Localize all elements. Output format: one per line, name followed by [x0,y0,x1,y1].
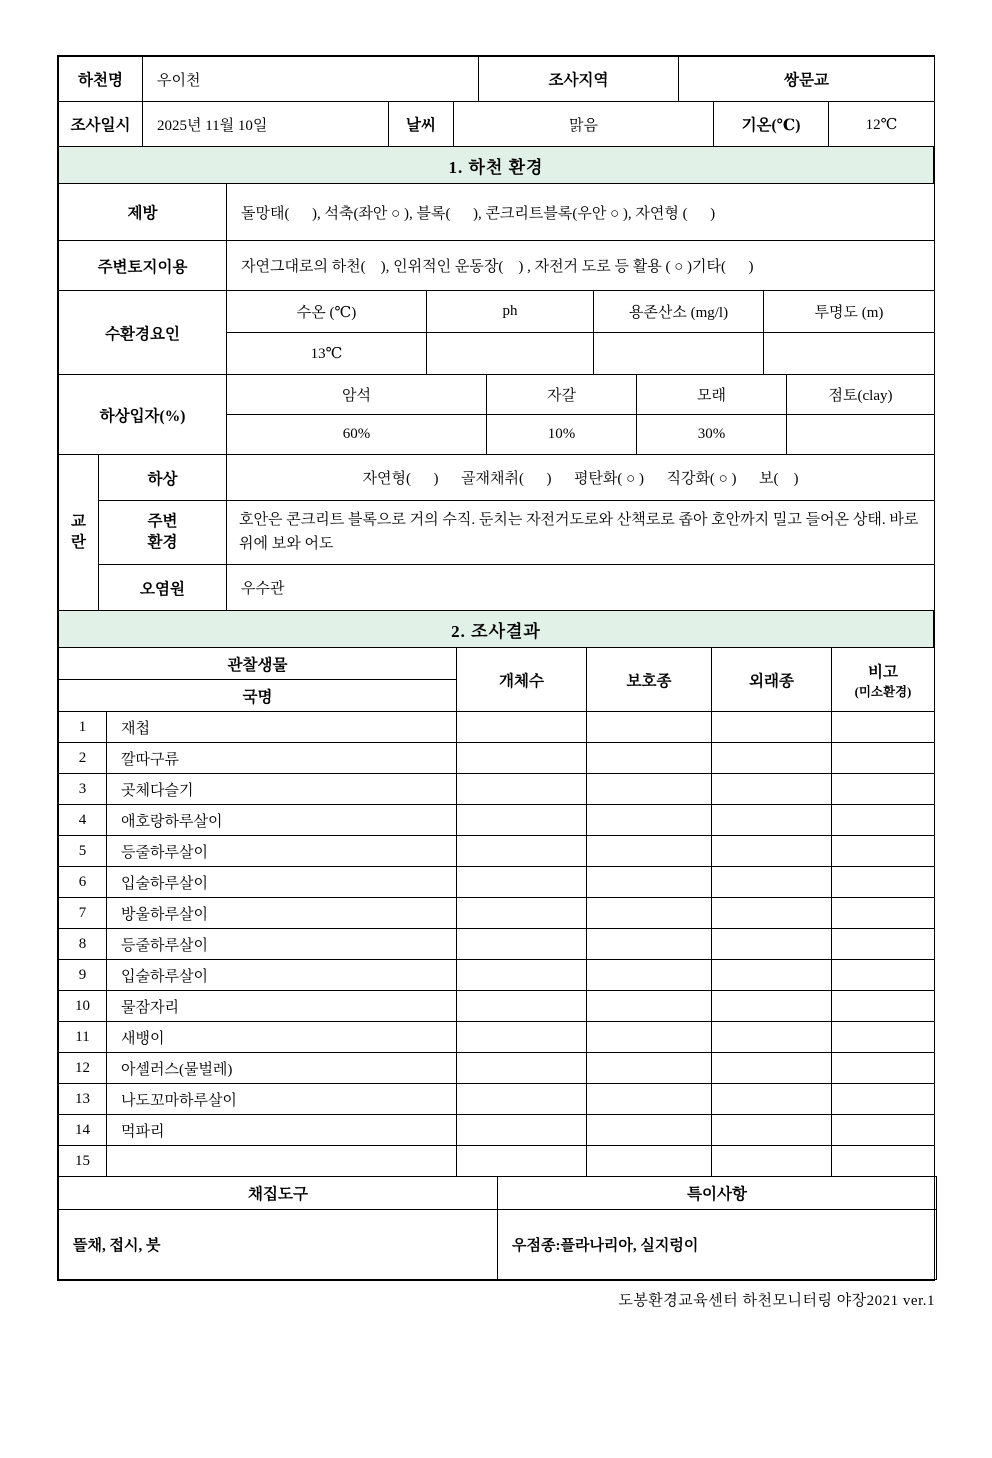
alien-cell [712,712,832,743]
protected-cell [587,1115,712,1146]
survey-region-label: 조사지역 [479,57,679,102]
species-name: 물잠자리 [107,991,457,1022]
disturbance-surround-value: 호안은 콘크리트 블록으로 거의 수직. 둔치는 자전거도로와 산책로로 좁아 호안까지 밀고 들어온 상태. 바로 위에 보와 어도 [227,501,935,565]
alien-cell [712,836,832,867]
species-name: 아셀러스(물벌레) [107,1053,457,1084]
row-number: 5 [59,836,107,867]
count-cell [457,1146,587,1177]
row-number: 4 [59,805,107,836]
weather-label: 날씨 [389,102,454,147]
table-row [59,1084,935,1115]
survey-date-label: 조사일시 [59,102,143,147]
row-number: 11 [59,1022,107,1053]
count-cell [457,960,587,991]
alien-cell [712,898,832,929]
gravel-header: 자갈 [487,375,637,415]
dissolved-oxygen-header: 용존산소 (mg/l) [594,291,764,333]
observed-species-header: 관찰생물 [59,648,457,680]
table-row [59,1053,935,1084]
species-name: 곳체다슬기 [107,774,457,805]
protected-cell [587,898,712,929]
clay-value [787,415,935,455]
clarity-header: 투명도 (m) [764,291,935,333]
species-name: 새뱅이 [107,1022,457,1053]
water-temp-value: 13℃ [227,333,427,375]
species-name: 입술하루살이 [107,867,457,898]
remark-cell [832,1084,935,1115]
ph-header: ph [427,291,594,333]
survey-date-value: 2025년 11월 10일 [143,102,389,147]
special-notes-value: 우점종:플라나리아, 실지렁이 [498,1210,937,1280]
disturbance-surround-label-line2: 환경 [147,533,178,551]
count-header: 개체수 [457,648,587,712]
collection-tools-label: 채집도구 [59,1177,498,1210]
count-cell [457,712,587,743]
landuse-label: 주변토지이용 [59,241,227,291]
footer-table [58,1176,937,1280]
water-env-label: 수환경요인 [59,291,227,375]
table-row [59,774,935,805]
protected-cell [587,1084,712,1115]
table-row [59,712,935,743]
remark-cell [832,960,935,991]
count-cell [457,1115,587,1146]
protected-cell [587,867,712,898]
protected-species-header: 보호종 [587,648,712,712]
table-row [59,1115,935,1146]
disturbance-table [58,454,935,611]
weather-value: 맑음 [454,102,714,147]
bed-particle-label: 하상입자(%) [59,375,227,455]
species-name: 방울하루살이 [107,898,457,929]
count-cell [457,991,587,1022]
alien-species-header: 외래종 [712,648,832,712]
species-name: 재첩 [107,712,457,743]
header-row-1 [58,56,935,102]
section2-title: 2. 조사결과 [59,611,934,648]
protected-cell [587,774,712,805]
korean-name-header: 국명 [59,680,457,712]
count-cell [457,1084,587,1115]
special-notes-label: 특이사항 [498,1177,937,1210]
remark-cell [832,929,935,960]
species-name: 등줄하루살이 [107,929,457,960]
protected-cell [587,1146,712,1177]
disturbance-label-line1: 교 [71,512,86,530]
count-cell [457,867,587,898]
row-number: 14 [59,1115,107,1146]
clarity-value [764,333,935,375]
remark-cell [832,774,935,805]
disturbance-surround-label-line1: 주변 [147,512,178,530]
document-credit: 도봉환경교육센터 하천모니터링 야장2021 ver.1 [618,1293,935,1309]
remark-cell [832,712,935,743]
collection-tools-value: 뜰채, 접시, 붓 [59,1210,498,1280]
count-cell [457,836,587,867]
count-cell [457,1022,587,1053]
disturbance-bed-label: 하상 [99,455,227,501]
remark-header [832,648,935,712]
survey-region-value: 쌍문교 [679,57,935,102]
section1-title-band [58,146,934,184]
ph-value [427,333,594,375]
count-cell [457,1053,587,1084]
observation-table [58,647,935,1177]
remark-cell [832,898,935,929]
section2-title-band [58,610,934,648]
species-name: 먹파리 [107,1115,457,1146]
row-number: 12 [59,1053,107,1084]
row-number: 7 [59,898,107,929]
protected-cell [587,1022,712,1053]
remark-cell [832,805,935,836]
remark-cell [832,991,935,1022]
table-row [59,743,935,774]
bed-particle-table [58,374,935,455]
protected-cell [587,960,712,991]
row-number: 6 [59,867,107,898]
remark-cell [832,743,935,774]
table-row [59,1146,935,1177]
embankment-row [58,183,935,241]
pollution-source-value: 우수관 [227,565,935,611]
count-cell [457,774,587,805]
alien-cell [712,1146,832,1177]
count-cell [457,805,587,836]
table-row [59,960,935,991]
sand-header: 모래 [637,375,787,415]
landuse-value: 자연그대로의 하천( ), 인위적인 운동장( ) , 자전거 도로 등 활용 ( ○ )기타( ) [227,241,935,291]
count-cell [457,743,587,774]
river-name-label: 하천명 [59,57,143,102]
alien-cell [712,1022,832,1053]
species-name: 입술하루살이 [107,960,457,991]
disturbance-surround-label [99,501,227,565]
section1-title: 1. 하천 환경 [59,147,934,184]
row-number: 1 [59,712,107,743]
remark-cell [832,1053,935,1084]
table-row [59,1022,935,1053]
river-name-value: 우이천 [143,57,479,102]
remark-cell [832,867,935,898]
air-temp-value: 12℃ [829,102,935,147]
species-name: 깔따구류 [107,743,457,774]
row-number: 3 [59,774,107,805]
water-env-table [58,290,935,375]
sand-value: 30% [637,415,787,455]
table-row [59,836,935,867]
table-row [59,991,935,1022]
survey-form [57,55,935,1281]
protected-cell [587,991,712,1022]
table-row [59,867,935,898]
alien-cell [712,960,832,991]
water-temp-header: 수온 (℃) [227,291,427,333]
species-name: 등줄하루살이 [107,836,457,867]
alien-cell [712,1115,832,1146]
protected-cell [587,712,712,743]
rock-value: 60% [227,415,487,455]
disturbance-label [59,455,99,611]
remark-cell [832,836,935,867]
protected-cell [587,1053,712,1084]
alien-cell [712,743,832,774]
header-row-2 [58,101,935,147]
row-number: 13 [59,1084,107,1115]
row-number: 9 [59,960,107,991]
table-row [59,898,935,929]
remark-header-title: 비고 [868,663,898,681]
count-cell [457,898,587,929]
remark-cell [832,1115,935,1146]
disturbance-label-line2: 란 [71,533,86,551]
alien-cell [712,991,832,1022]
alien-cell [712,1053,832,1084]
species-name [107,1146,457,1177]
row-number: 8 [59,929,107,960]
embankment-value: 돌망태( ), 석축(좌안 ○ ), 블록( ), 콘크리트블록(우안 ○ ), 자연형 ( ) [227,184,935,241]
rock-header: 암석 [227,375,487,415]
landuse-row [58,240,935,291]
embankment-label: 제방 [59,184,227,241]
table-row [59,805,935,836]
disturbance-bed-value: 자연형( ) 골재채취( ) 평탄화( ○ ) 직강화( ○ ) 보( ) [227,455,935,501]
species-name: 애호랑하루살이 [107,805,457,836]
protected-cell [587,743,712,774]
species-name: 나도꼬마하루살이 [107,1084,457,1115]
alien-cell [712,805,832,836]
air-temp-label: 기온(℃) [714,102,829,147]
remark-cell [832,1022,935,1053]
alien-cell [712,929,832,960]
pollution-source-label: 오염원 [99,565,227,611]
clay-header: 점토(clay) [787,375,935,415]
alien-cell [712,774,832,805]
row-number: 10 [59,991,107,1022]
remark-header-sub: (미소환경) [854,684,912,699]
gravel-value: 10% [487,415,637,455]
protected-cell [587,929,712,960]
protected-cell [587,805,712,836]
alien-cell [712,867,832,898]
row-number: 15 [59,1146,107,1177]
row-number: 2 [59,743,107,774]
protected-cell [587,836,712,867]
remark-cell [832,1146,935,1177]
alien-cell [712,1084,832,1115]
table-row [59,929,935,960]
count-cell [457,929,587,960]
dissolved-oxygen-value [594,333,764,375]
